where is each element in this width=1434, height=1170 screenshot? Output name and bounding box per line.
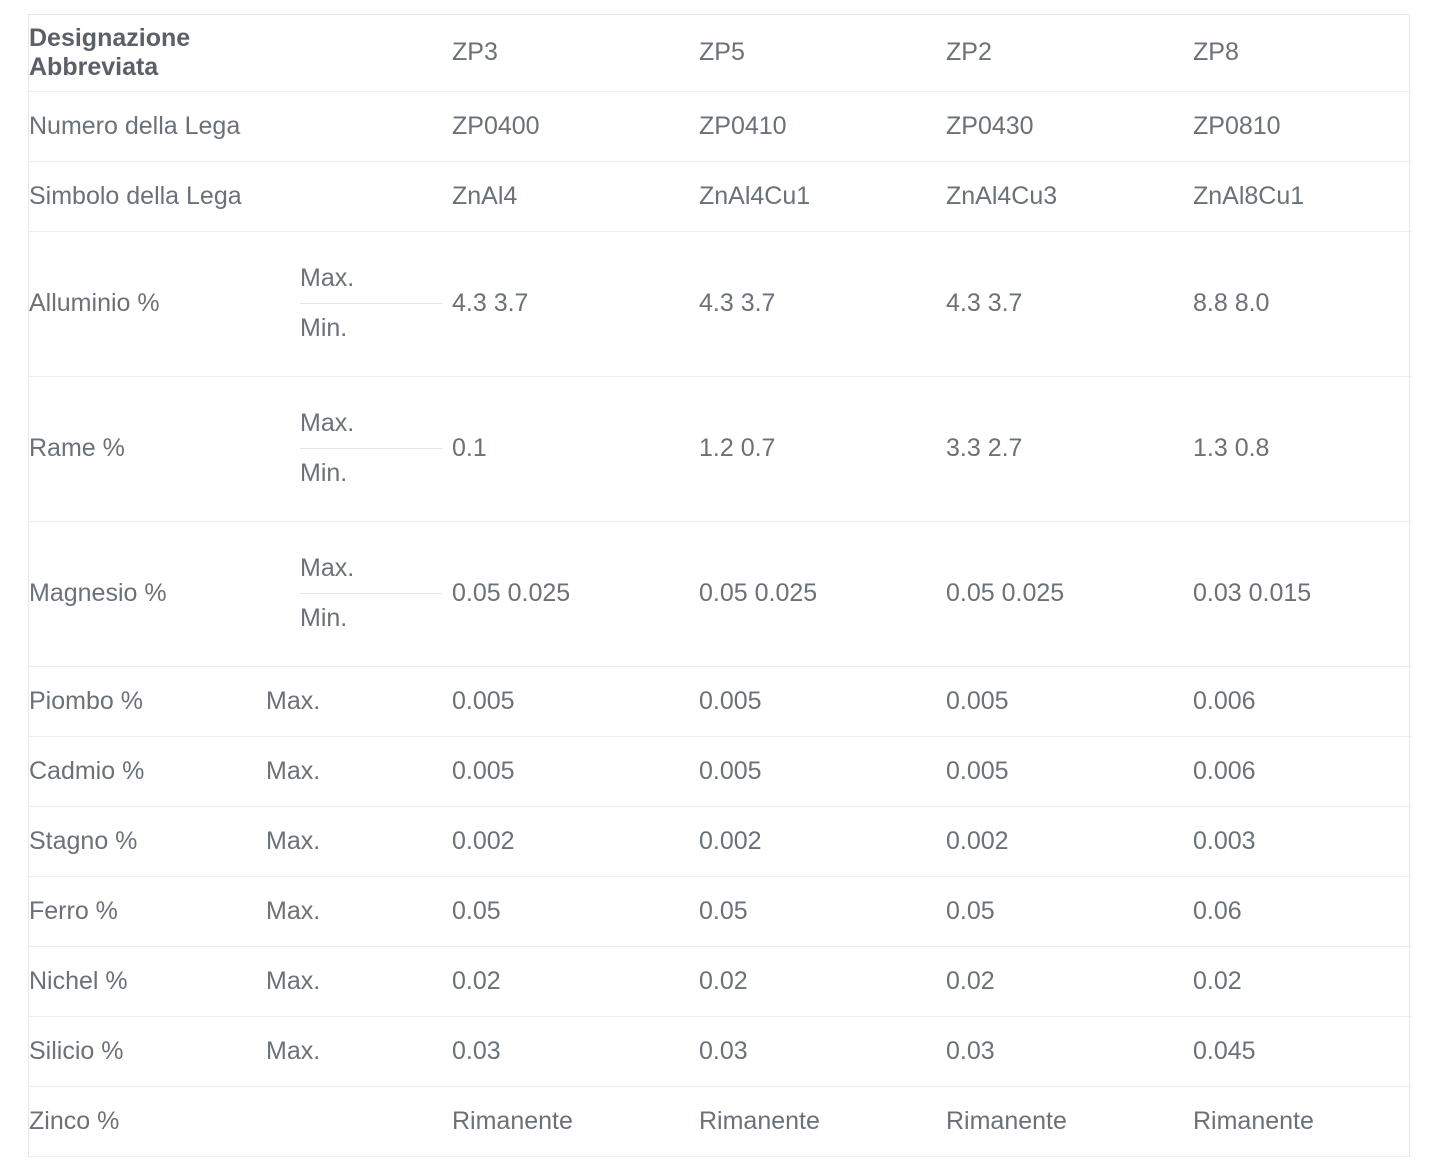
row-label-cell (29, 1086, 266, 1156)
value-cell (946, 231, 1193, 376)
cell-value: 0.005 (946, 756, 1009, 785)
cell-value: ZP8 (1193, 38, 1239, 67)
nickel-row (29, 946, 1411, 1016)
cadmium-row (29, 736, 1411, 806)
cell-value: 0.05 (699, 896, 748, 925)
minmax-label: Max. (266, 966, 321, 995)
minmax-label: Max. (266, 896, 321, 925)
min-label: Min. (300, 604, 348, 632)
value-cell (1193, 666, 1411, 736)
row-minmax-cell (266, 376, 452, 521)
value-cell (1193, 946, 1411, 1016)
value-cell (452, 946, 699, 1016)
value-cell (1193, 1016, 1411, 1086)
value-cell (946, 666, 1193, 736)
alloy-table-container (28, 14, 1410, 1157)
minmax-label: Max. (266, 826, 321, 855)
cell-value: ZP0810 (1193, 111, 1281, 140)
row-label-cell (29, 521, 266, 666)
iron-row (29, 876, 1411, 946)
value-cell (452, 736, 699, 806)
row-label: Nichel % (29, 966, 128, 995)
row-label-cell (29, 876, 266, 946)
row-label: Zinco % (29, 1106, 120, 1135)
value-cell (946, 161, 1193, 231)
value-cell (699, 946, 946, 1016)
cell-value: ZP2 (946, 38, 992, 67)
value-cell (1193, 231, 1411, 376)
row-minmax-cell (266, 1016, 452, 1086)
tin-row (29, 806, 1411, 876)
value-cell (946, 1086, 1193, 1156)
cell-value: 0.002 (452, 826, 515, 855)
value-cell (699, 1086, 946, 1156)
row-minmax-cell (266, 876, 452, 946)
aluminium-row (29, 231, 1411, 376)
value-cell (699, 806, 946, 876)
row-label: Ferro % (29, 896, 118, 925)
value-cell (946, 521, 1193, 666)
row-minmax-cell (266, 231, 452, 376)
cell-value: 4.3 3.7 (452, 289, 529, 317)
cell-value: 0.1 (452, 434, 487, 462)
cell-value: 4.3 3.7 (946, 289, 1023, 317)
value-cell (452, 91, 699, 161)
value-cell (946, 806, 1193, 876)
cell-value: ZP0430 (946, 111, 1034, 140)
cell-value: 4.3 3.7 (699, 289, 776, 317)
value-cell (452, 161, 699, 231)
cell-value: 0.02 (946, 966, 995, 995)
value-cell (452, 15, 699, 91)
row-label: Simbolo della Lega (29, 181, 242, 210)
row-label-cell (29, 1016, 266, 1086)
value-cell (1193, 876, 1411, 946)
alloy-composition-table (29, 15, 1411, 1157)
row-minmax-cell (266, 666, 452, 736)
cell-value: Rimanente (1193, 1106, 1314, 1135)
row-minmax-cell (266, 521, 452, 666)
max-label: Max. (300, 409, 355, 437)
cell-value: Rimanente (946, 1106, 1067, 1135)
value-cell (1193, 521, 1411, 666)
cell-value: ZP0400 (452, 111, 540, 140)
row-label: Designazione Abbreviata (29, 23, 191, 81)
magnesium-row (29, 521, 1411, 666)
value-cell (452, 876, 699, 946)
value-cell (699, 876, 946, 946)
row-minmax-cell (266, 806, 452, 876)
cell-value: 0.02 (452, 966, 501, 995)
cell-value: ZnAl4Cu1 (699, 181, 811, 210)
cell-value: ZP0410 (699, 111, 787, 140)
alloy-symbol-row (29, 161, 1411, 231)
value-cell (1193, 736, 1411, 806)
value-cell (452, 666, 699, 736)
row-minmax-cell (266, 736, 452, 806)
row-label: Cadmio % (29, 756, 145, 785)
cell-value: 0.006 (1193, 756, 1256, 785)
row-minmax-cell (266, 161, 452, 231)
max-label: Max. (300, 554, 355, 582)
lead-row (29, 666, 1411, 736)
cell-value: 0.03 0.015 (1193, 579, 1312, 607)
row-label-cell (29, 91, 266, 161)
cell-value: 0.05 (452, 896, 501, 925)
cell-value: 0.005 (699, 756, 762, 785)
row-label: Rame % (29, 434, 125, 462)
cell-value: 0.005 (946, 686, 1009, 715)
cell-value: 1.3 0.8 (1193, 434, 1270, 462)
zinc-row (29, 1086, 1411, 1156)
cell-value: 0.03 (699, 1036, 748, 1065)
cell-value: 0.05 0.025 (452, 579, 571, 607)
cell-value: ZnAl4 (452, 181, 518, 210)
value-cell (699, 15, 946, 91)
value-cell (946, 376, 1193, 521)
value-cell (946, 15, 1193, 91)
cell-value: ZP5 (699, 38, 745, 67)
value-cell (1193, 376, 1411, 521)
value-cell (946, 876, 1193, 946)
value-cell (452, 1086, 699, 1156)
row-label-cell (29, 736, 266, 806)
row-label: Piombo % (29, 686, 143, 715)
value-cell (699, 231, 946, 376)
cell-value: 0.05 0.025 (699, 579, 818, 607)
value-cell (1193, 161, 1411, 231)
row-minmax-cell (266, 91, 452, 161)
row-label-cell (29, 806, 266, 876)
cell-value: 0.005 (452, 756, 515, 785)
cell-value: ZP3 (452, 38, 498, 67)
cell-value: ZnAl8Cu1 (1193, 181, 1305, 210)
alloy-number-row (29, 91, 1411, 161)
row-minmax-cell (266, 946, 452, 1016)
cell-value: 0.005 (699, 686, 762, 715)
value-cell (452, 806, 699, 876)
row-label: Silicio % (29, 1036, 124, 1065)
cell-value: 0.03 (452, 1036, 501, 1065)
value-cell (699, 666, 946, 736)
minmax-label: Max. (266, 756, 321, 785)
cell-value: 1.2 0.7 (699, 434, 776, 462)
value-cell (452, 376, 699, 521)
cell-value: 0.045 (1193, 1036, 1256, 1065)
silicon-row (29, 1016, 1411, 1086)
cell-value: 0.002 (946, 826, 1009, 855)
value-cell (699, 91, 946, 161)
cell-value: 0.002 (699, 826, 762, 855)
row-label-cell (29, 376, 266, 521)
row-label-cell (29, 946, 266, 1016)
row-label: Magnesio % (29, 579, 167, 607)
cell-value: 0.02 (1193, 966, 1242, 995)
value-cell (1193, 806, 1411, 876)
header-row (29, 15, 1411, 91)
value-cell (946, 91, 1193, 161)
row-label: Numero della Lega (29, 111, 241, 140)
row-label: Stagno % (29, 826, 138, 855)
row-label-cell (29, 666, 266, 736)
value-cell (699, 376, 946, 521)
cell-value: 0.02 (699, 966, 748, 995)
copper-row (29, 376, 1411, 521)
value-cell (946, 1016, 1193, 1086)
alloy-table-body (29, 15, 1411, 1156)
row-label-cell (29, 15, 266, 91)
cell-value: 8.8 8.0 (1193, 289, 1270, 317)
cell-value: Rimanente (699, 1106, 820, 1135)
minmax-label: Max. (266, 1036, 321, 1065)
cell-value: 0.05 0.025 (946, 579, 1065, 607)
minmax-label: Max. (266, 686, 321, 715)
cell-value: 0.06 (1193, 896, 1242, 925)
cell-value: Rimanente (452, 1106, 573, 1135)
value-cell (699, 736, 946, 806)
row-label-cell (29, 161, 266, 231)
value-cell (699, 521, 946, 666)
value-cell (946, 946, 1193, 1016)
cell-value: 0.003 (1193, 826, 1256, 855)
value-cell (699, 1016, 946, 1086)
cell-value: 0.006 (1193, 686, 1256, 715)
cell-value: 0.005 (452, 686, 515, 715)
cell-value: 0.05 (946, 896, 995, 925)
value-cell (1193, 1086, 1411, 1156)
value-cell (1193, 91, 1411, 161)
min-label: Min. (300, 314, 348, 342)
value-cell (452, 231, 699, 376)
value-cell (946, 736, 1193, 806)
min-label: Min. (300, 459, 348, 487)
row-label-cell (29, 231, 266, 376)
cell-value: ZnAl4Cu3 (946, 181, 1058, 210)
value-cell (452, 521, 699, 666)
row-minmax-cell (266, 15, 452, 91)
row-label: Alluminio % (29, 289, 160, 317)
cell-value: 3.3 2.7 (946, 434, 1023, 462)
value-cell (1193, 15, 1411, 91)
cell-value: 0.03 (946, 1036, 995, 1065)
value-cell (699, 161, 946, 231)
max-label: Max. (300, 264, 355, 292)
value-cell (452, 1016, 699, 1086)
row-minmax-cell (266, 1086, 452, 1156)
